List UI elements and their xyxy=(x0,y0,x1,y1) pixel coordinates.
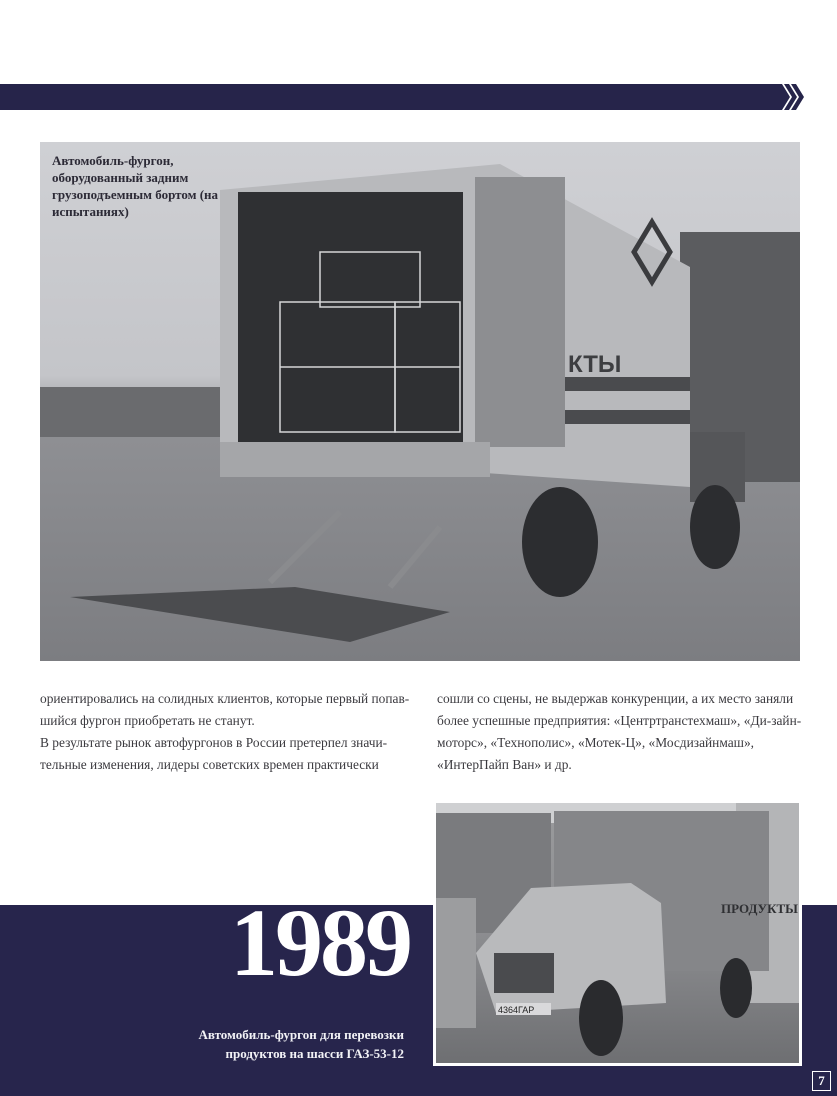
second-photo-frame xyxy=(433,800,802,1066)
body-text-right-column xyxy=(437,688,807,776)
second-photo-gaz-53-12-van xyxy=(436,803,799,1063)
second-photo-caption: Автомобиль-фургон для перевозки продуктов на шасси ГАЗ-53-12 xyxy=(198,1027,404,1061)
year-heading: 1989 xyxy=(230,889,410,996)
body-text-left-column xyxy=(40,688,410,776)
paragraph: ориентировались на солидных клиентов, которые первый попав-шийся фургон приобретать не станут. xyxy=(40,691,410,728)
paragraph: сошли со сцены, не выдержав конкуренции, а их место заняли более успешные предприятия: «Центртранстехмаш», «Ди-зайн-моторс», «Технополис», «Мотек-Ц», «Мосдизайнмаш», «ИнтерПайп Ван» и др. xyxy=(437,691,802,772)
main-photo-gaz-van-liftgate xyxy=(40,142,800,661)
header-bar xyxy=(0,84,782,110)
page-number: 7 xyxy=(812,1071,831,1091)
double-chevron-right-icon xyxy=(770,84,810,110)
main-photo-caption: Автомобиль-фургон, оборудованный задним грузоподъемным бортом (на испытаниях) xyxy=(52,153,219,219)
svg-text:4364ГАР: 4364ГАР xyxy=(498,1005,535,1015)
paragraph: В результате рынок автофургонов в России претерпел значи-тельные изменения, лидеры советских времен практически xyxy=(40,735,388,772)
svg-text:ПРОДУКТЫ: ПРОДУКТЫ xyxy=(721,901,798,916)
svg-text:КТЫ: КТЫ xyxy=(568,351,622,378)
